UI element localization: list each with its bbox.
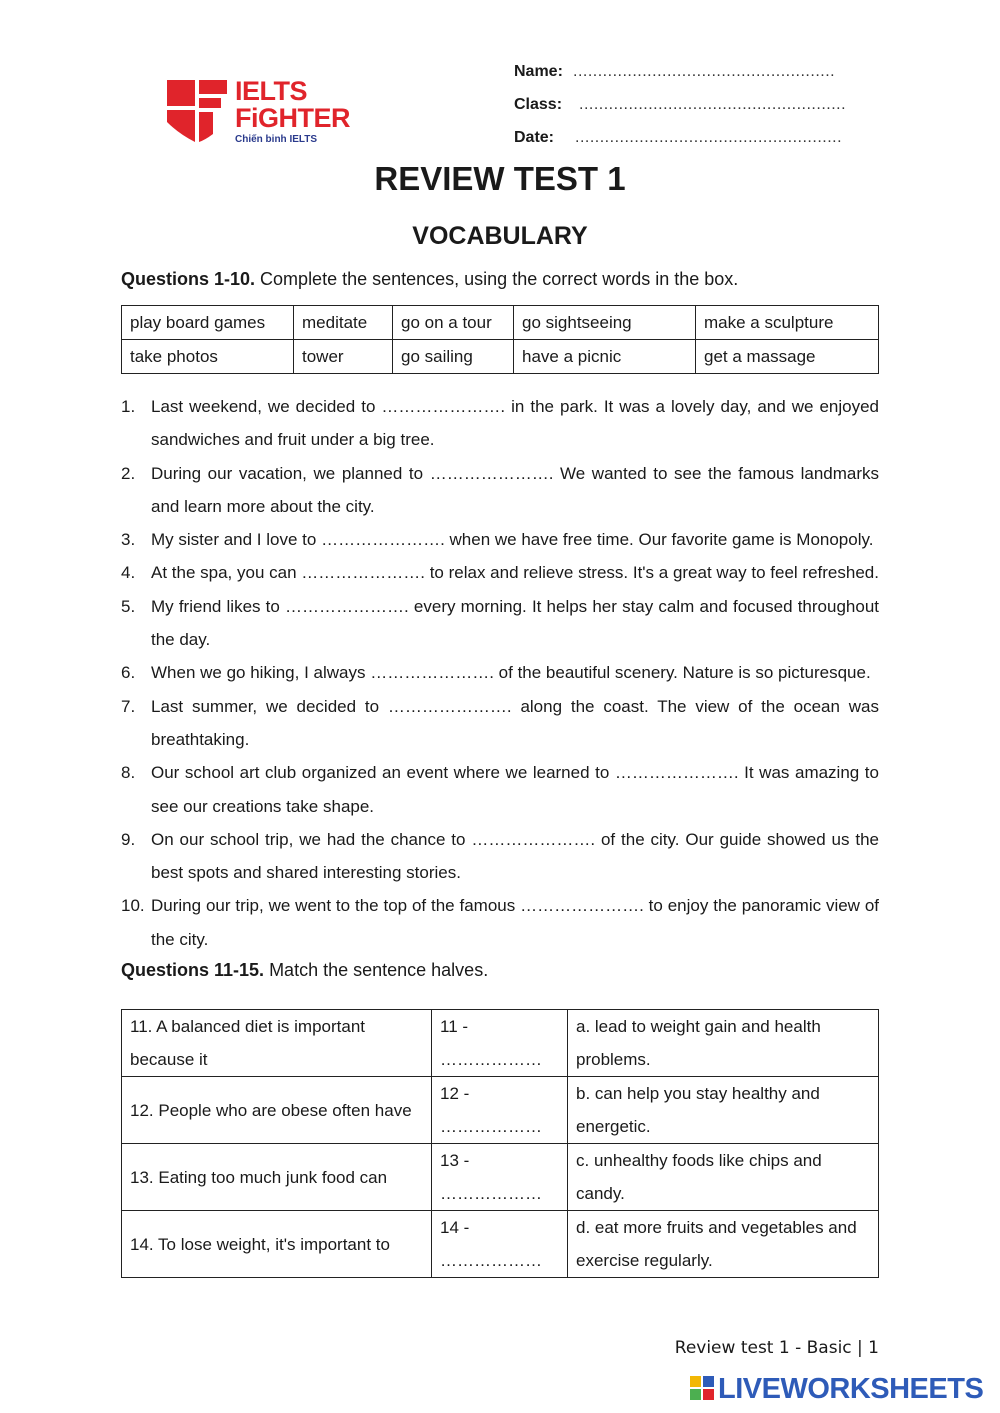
word-box-cell: meditate [294,306,393,340]
questions-1-10-heading-bold: Questions 1-10. [121,269,256,289]
class-label: Class: [514,96,563,113]
section-title: VOCABULARY [412,222,588,250]
sentence-second-half: a. lead to weight gain and health problems. [568,1010,879,1077]
sentence-first-half: 12. People who are obese often have [122,1077,432,1144]
matching-row [122,1144,879,1211]
sentence-first-half: 11. A balanced diet is important because it [122,1010,432,1077]
page-footer: Review test 1 - Basic | 1 [674,1338,879,1358]
name-blank[interactable]: ..................................................... [573,63,836,80]
question-text: My friend likes to …………………. every morning. It helps her stay calm and focused throughout the day. [151,596,879,650]
matching-row [122,1010,879,1077]
logo-tagline: Chiến binh IELTS [235,134,318,145]
word-box-row [122,306,879,340]
question-text: Last summer, we decided to …………………. along the coast. The view of the ocean was breathtaking. [151,696,879,749]
question-item[interactable] [121,523,879,556]
page-title: REVIEW TEST 1 [374,160,626,197]
word-box-cell: go on a tour [393,306,514,340]
matching-row [122,1211,879,1278]
question-item[interactable] [121,556,879,589]
question-text: When we go hiking, I always …………………. of the beautiful scenery. Nature is so picturesque. [151,663,871,683]
sentence-first-half: 14. To lose weight, it's important to [122,1211,432,1278]
class-field[interactable] [514,93,846,126]
question-item[interactable] [121,457,879,524]
question-item[interactable] [121,889,879,956]
question-number: 7. [121,696,136,716]
question-item[interactable] [121,590,879,657]
question-text: At the spa, you can …………………. to relax and relieve stress. It's a great way to feel refreshed. [151,563,879,583]
questions-1-10-heading-text: Complete the sentences, using the correct words in the box. [255,269,739,289]
question-item[interactable] [121,823,879,890]
logo-line2: FiGHTER [235,103,350,133]
logo-wordmark [235,78,350,132]
question-number: 3. [121,530,136,550]
questions-1-10-heading [121,269,738,290]
date-field[interactable] [514,126,846,159]
answer-blank[interactable]: 13 - ……………… [432,1144,568,1211]
question-text: On our school trip, we had the chance to …………………. of the city. Our guide showed us the best spots and shared interesting stories. [151,829,879,883]
question-number: 9. [121,829,136,849]
student-info-fields [514,60,846,159]
word-box-cell: go sightseeing [514,306,696,340]
questions-11-15-heading-bold: Questions 11-15. [121,960,265,980]
question-number: 2. [121,463,136,483]
date-label: Date: [514,129,555,146]
question-text: My sister and I love to …………………. when we have free time. Our favorite game is Monopoly. [151,530,874,550]
question-text: During our vacation, we planned to …………………. We wanted to see the famous landmarks and learn more about the city. [151,463,879,516]
sentence-second-half: c. unhealthy foods like chips and candy. [568,1144,879,1211]
answer-blank[interactable]: 12 - ……………… [432,1077,568,1144]
name-field[interactable] [514,60,846,93]
word-box-cell: take photos [122,340,294,374]
question-number: 5. [121,596,136,616]
question-item[interactable] [121,756,879,823]
question-number: 4. [121,563,136,583]
name-label: Name: [514,63,563,80]
question-item[interactable] [121,690,879,757]
question-number: 8. [121,763,136,783]
matching-table [121,1009,879,1278]
question-text: Last weekend, we decided to …………………. in the park. It was a lovely day, and we enjoyed sandwiches and fruit under a big tree. [151,397,879,450]
ielts-fighter-emblem-icon [165,76,229,146]
liveworksheets-text: LIVEWORKSHEETS [718,1373,984,1405]
matching-row [122,1077,879,1144]
word-box-cell: make a sculpture [696,306,879,340]
sentence-second-half: d. eat more fruits and vegetables and exercise regularly. [568,1211,879,1278]
question-text: Our school art club organized an event where we learned to …………………. It was amazing to see our creations take shape. [151,763,879,816]
class-blank[interactable]: ...................................................... [579,96,847,113]
word-box-cell: go sailing [393,340,514,374]
sentence-second-half: b. can help you stay healthy and energetic. [568,1077,879,1144]
date-blank[interactable]: ...................................................... [575,129,843,146]
question-item[interactable] [121,656,879,689]
word-box-cell: tower [294,340,393,374]
ielts-fighter-logo [165,76,375,148]
word-box [121,305,879,374]
word-box-row [122,340,879,374]
word-box-cell: have a picnic [514,340,696,374]
questions-11-15-heading [121,960,488,981]
question-number: 1. [121,397,136,416]
question-number: 6. [121,663,136,683]
answer-blank[interactable]: 11 - ……………… [432,1010,568,1077]
word-box-cell: get a massage [696,340,879,374]
word-box-cell: play board games [122,306,294,340]
logo-line1: IELTS [235,76,308,106]
question-text: During our trip, we went to the top of the famous …………………. to enjoy the panoramic view of the city. [151,896,879,949]
questions-11-15-heading-text: Match the sentence halves. [264,960,489,980]
sentence-first-half: 13. Eating too much junk food can [122,1144,432,1211]
answer-blank[interactable]: 14 - ……………… [432,1211,568,1278]
question-item[interactable] [121,390,879,457]
fill-in-question-list [121,390,879,956]
question-number: 10. [121,896,145,916]
